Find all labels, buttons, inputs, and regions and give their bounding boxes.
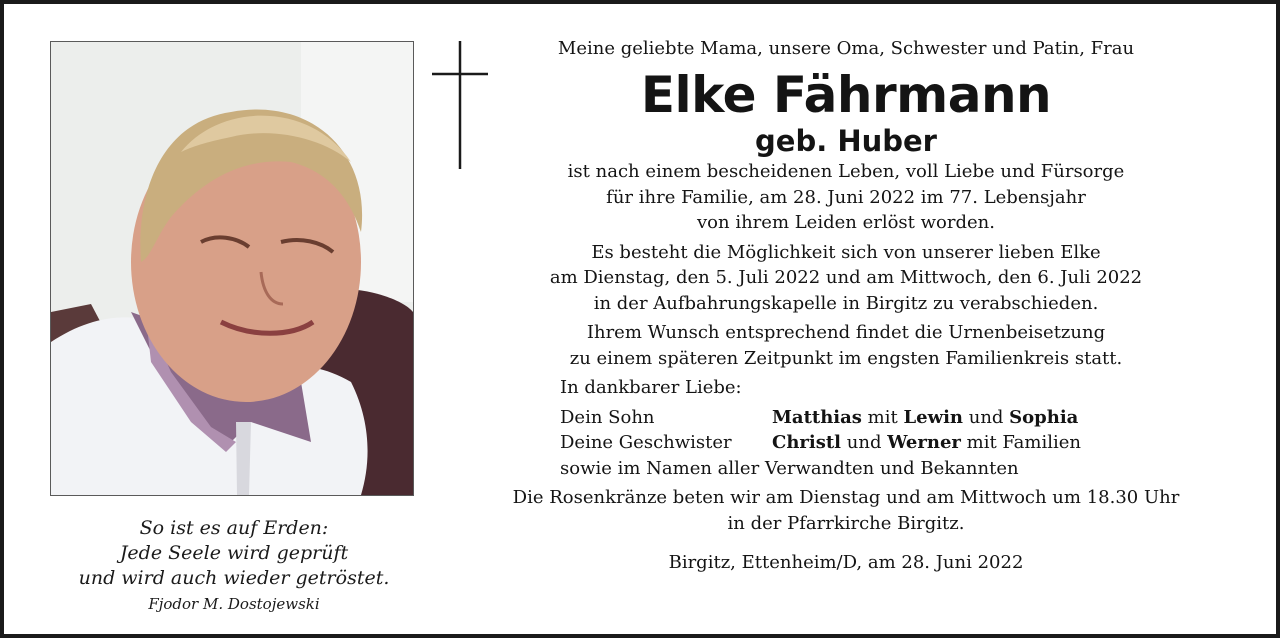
family-connector: mit Familien bbox=[960, 432, 1081, 453]
burial-line: Ihrem Wunsch entsprechend findet die Urnenbeisetzung bbox=[586, 322, 1106, 343]
passing-line: für ihre Familie, am 28. Juni 2022 im 77. Lebensjahr bbox=[606, 186, 1086, 208]
intro-line: Meine geliebte Mama, unsere Oma, Schwester und Patin, Frau bbox=[557, 38, 1135, 59]
family-connector: und bbox=[841, 432, 888, 453]
farewell-line: in der Aufbahrungskapelle in Birgitz zu verabschieden. bbox=[593, 292, 1099, 314]
family-name: Matthias bbox=[772, 406, 862, 428]
passing-line: von ihrem Leiden erlöst worden. bbox=[697, 212, 995, 233]
deceased-name: Elke Fährmann bbox=[640, 66, 1052, 124]
family-connector: und bbox=[963, 406, 1010, 428]
family-role: Dein Sohn bbox=[560, 406, 655, 428]
quote-line: So ist es auf Erden: bbox=[139, 517, 329, 539]
family-name: Werner bbox=[887, 432, 961, 453]
family-block bbox=[560, 375, 1258, 481]
maiden-name: geb. Huber bbox=[755, 124, 937, 158]
portrait-photo bbox=[50, 41, 414, 496]
family-names bbox=[772, 430, 1081, 456]
gratitude-line: In dankbarer Liebe: bbox=[560, 377, 742, 398]
place-date: Birgitz, Ettenheim/D, am 28. Juni 2022 bbox=[668, 552, 1024, 573]
quote-author: Fjodor M. Dostojewski bbox=[148, 595, 320, 613]
family-row bbox=[560, 430, 1258, 456]
rosary-line: Die Rosenkränze beten wir am Dienstag und am Mittwoch um 18.30 Uhr bbox=[512, 487, 1180, 508]
farewell-line: Es besteht die Möglichkeit sich von unserer lieben Elke bbox=[591, 241, 1101, 263]
family-name: Christl bbox=[772, 432, 842, 453]
rosary-line: in der Pfarrkirche Birgitz. bbox=[727, 512, 965, 534]
quote-line: und wird auch wieder getröstet. bbox=[78, 567, 390, 589]
quote-block bbox=[34, 516, 434, 615]
family-connector: mit bbox=[861, 406, 904, 428]
burial-line: zu einem späteren Zeitpunkt im engsten Familienkreis statt. bbox=[569, 347, 1123, 369]
passing-line: ist nach einem bescheidenen Leben, voll Liebe und Fürsorge bbox=[567, 161, 1125, 182]
relatives-line: sowie im Namen aller Verwandten und Bekannten bbox=[560, 457, 1019, 479]
family-names bbox=[772, 405, 1078, 431]
family-row bbox=[560, 405, 1258, 431]
family-role: Deine Geschwister bbox=[560, 432, 732, 453]
obituary-text bbox=[434, 37, 1258, 575]
quote-line: Jede Seele wird geprüft bbox=[119, 542, 349, 564]
farewell-line: am Dienstag, den 5. Juli 2022 und am Mittwoch, den 6. Juli 2022 bbox=[549, 267, 1143, 288]
family-name: Sophia bbox=[1009, 406, 1079, 428]
family-name: Lewin bbox=[903, 406, 963, 428]
